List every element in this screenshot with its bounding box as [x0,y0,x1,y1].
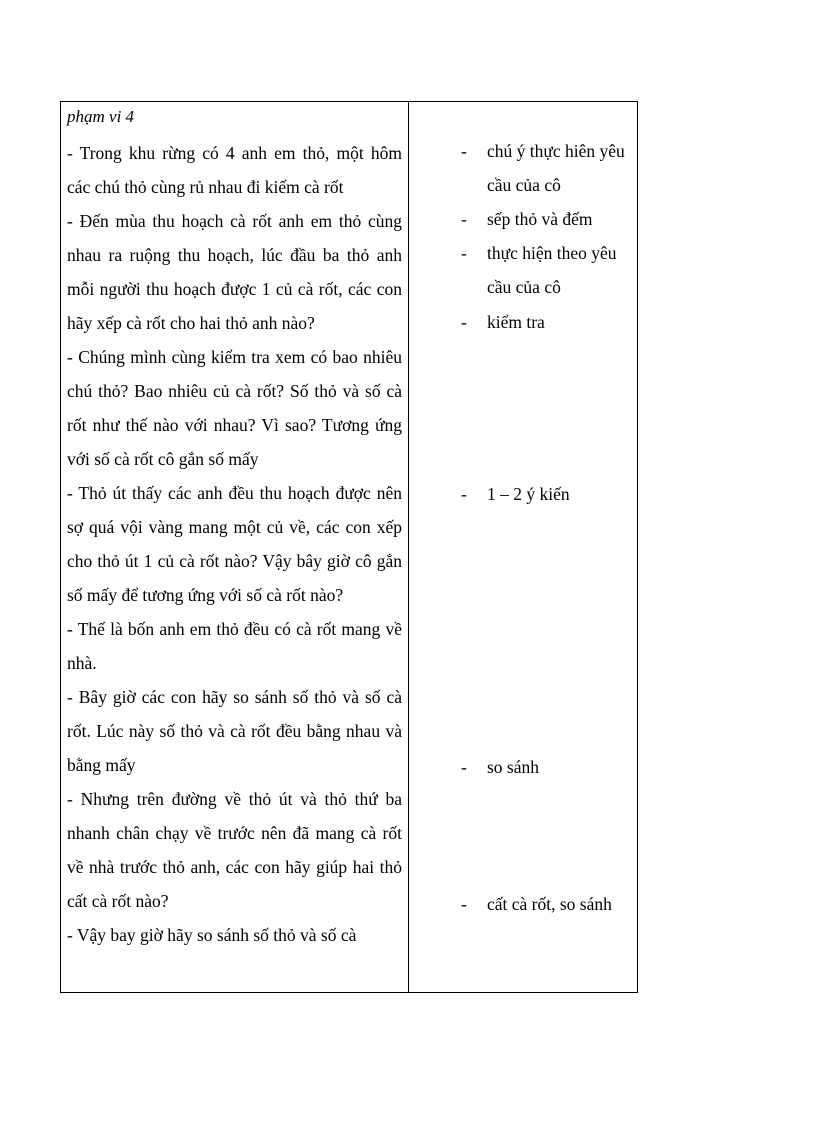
bullet-dash: - [461,757,467,777]
child-activity-text: thực hiện theo yêu cầu của cô [487,243,617,297]
table-row [61,102,638,993]
child-activity-text: 1 – 2 ý kiến [487,484,570,504]
bullet-dash: - [461,484,467,504]
child-activity-text: cất cà rốt, so sánh [487,894,612,914]
teacher-activity-cell [61,102,409,993]
bullet-dash: - [461,141,467,161]
activity-paragraph-5: - Thế là bốn anh em thỏ đều có cà rốt mang về nhà. [67,619,402,673]
activity-paragraph-1: - Trong khu rừng có 4 anh em thỏ, một hôm các chú thỏ cùng rủ nhau đi kiếm cà rốt [67,143,402,197]
lesson-table [60,101,638,993]
activity-paragraph-8: - Vậy bay giờ hãy so sánh số thỏ và số cà [67,925,357,945]
activity-paragraph-2: - Đến mùa thu hoạch cà rốt anh em thỏ cùng nhau ra ruộng thu hoạch, lúc đầu ba thỏ anh mỗi người thu hoạch được 1 củ cà rốt, các con hãy xếp cà rốt cho hai thỏ anh nào? [67,211,402,333]
bullet-dash: - [461,894,467,914]
bullet-dash: - [461,209,467,229]
section-heading: phạm vi 4 [67,107,135,126]
activity-paragraph-3: - Chúng mình cùng kiểm tra xem có bao nhiêu chú thỏ? Bao nhiêu củ cà rốt? Số thỏ và số cà rốt như thế nào với nhau? Vì sao? Tương ứng với số cà rốt cô gắn số mấy [67,347,402,469]
bullet-dash: - [461,312,467,332]
child-activity-text: chú ý thực hiên yêu cầu của cô [487,141,625,195]
activity-paragraph-7: - Nhưng trên đường về thỏ út và thỏ thứ ba nhanh chân chạy về trước nên đã mang cà rốt về nhà trước thỏ anh, các con hãy giúp hai thỏ cất cà rốt nào? [67,789,402,911]
child-activity-cell [409,102,638,993]
child-activity-text: so sánh [487,757,540,777]
activity-paragraph-4: - Thỏ út thấy các anh đều thu hoạch được nên sợ quá vội vàng mang một củ về, các con xếp cho thỏ út 1 củ cà rốt nào? Vậy bây giờ cô gắn số mấy để tương ứng với số cà rốt nào? [67,483,402,605]
bullet-dash: - [461,243,467,263]
child-activity-text: kiểm tra [487,312,545,332]
child-activity-text: sếp thỏ và đếm [487,209,593,229]
activity-paragraph-6: - Bây giờ các con hãy so sánh số thỏ và số cà rốt. Lúc này số thỏ và cà rốt đều bằng nhau và bằng mấy [67,687,402,775]
